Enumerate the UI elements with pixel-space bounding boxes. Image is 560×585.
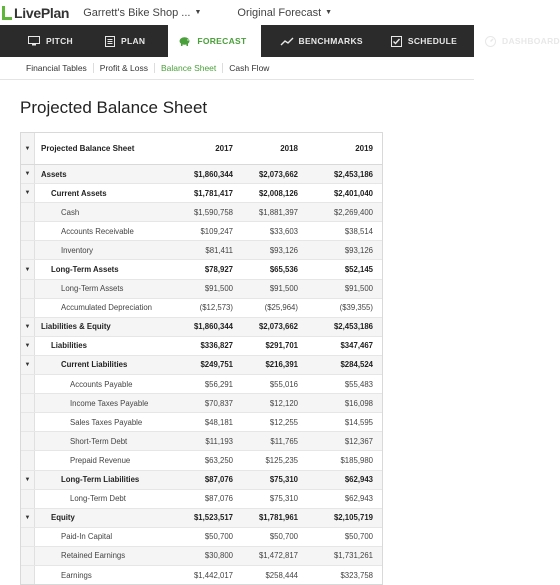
row-label: Liabilities & Equity [41, 322, 111, 332]
row-label: Equity [51, 513, 75, 523]
table-row [21, 222, 382, 241]
row-toggle-empty [21, 566, 35, 584]
row-value: $87,076 [204, 475, 233, 485]
nav-forecast[interactable] [168, 25, 260, 57]
header-label: Projected Balance Sheet [41, 144, 135, 153]
caret-down-icon: ▼ [24, 476, 31, 483]
row-toggle-empty [21, 394, 35, 412]
table-row [21, 451, 382, 470]
row-value: $16,098 [344, 398, 373, 408]
collapse-all-toggle[interactable] [21, 133, 35, 164]
chevron-down-icon: ▼ [325, 9, 333, 16]
row-value: $50,700 [344, 532, 373, 542]
row-value: $55,483 [344, 379, 373, 389]
row-toggle-empty [21, 432, 35, 450]
checkbox-icon [391, 36, 402, 47]
row-value: $249,751 [200, 360, 233, 370]
row-value: $258,444 [265, 570, 298, 580]
row-label: Prepaid Revenue [70, 455, 131, 465]
main-nav [0, 25, 560, 57]
row-value: $91,500 [269, 284, 298, 294]
row-value: $323,758 [340, 570, 373, 580]
row-label: Income Taxes Payable [70, 398, 149, 408]
row-value: ($39,355) [339, 303, 373, 313]
tab-financial-tables[interactable]: Financial Tables [20, 63, 94, 73]
caret-down-icon: ▼ [24, 171, 31, 178]
row-toggle-empty [21, 241, 35, 259]
row-value: $1,881,397 [258, 207, 298, 217]
header-year-2018: 2018 [280, 144, 298, 153]
row-value: $93,126 [344, 245, 373, 255]
row-toggle[interactable] [21, 471, 35, 489]
forecast-name: Original Forecast [237, 6, 322, 19]
row-value: $2,453,186 [333, 169, 373, 179]
top-bar [0, 0, 474, 25]
row-value: $1,523,517 [193, 513, 233, 523]
nav-pitch-label: PITCH [46, 36, 73, 46]
row-value: $125,235 [265, 455, 298, 465]
header-year-2017: 2017 [215, 144, 233, 153]
row-value: $62,943 [344, 494, 373, 504]
row-label: Current Assets [51, 188, 107, 198]
row-toggle-empty [21, 547, 35, 565]
nav-dashboard[interactable] [471, 25, 560, 57]
table-row [21, 184, 382, 203]
row-value: ($12,573) [199, 303, 233, 313]
row-toggle[interactable] [21, 260, 35, 278]
table-row [21, 241, 382, 260]
row-value: $55,016 [269, 379, 298, 389]
row-value: $1,442,017 [193, 570, 233, 580]
row-value: $2,269,400 [333, 207, 373, 217]
row-value: $109,247 [200, 226, 233, 236]
row-label: Long-Term Liabilities [61, 475, 140, 485]
row-toggle-empty [21, 490, 35, 508]
row-value: $70,837 [204, 398, 233, 408]
row-value: $336,827 [200, 341, 233, 351]
table-row [21, 547, 382, 566]
caret-down-icon: ▼ [24, 190, 31, 197]
chevron-down-icon: ▼ [194, 9, 202, 16]
table-row [21, 490, 382, 509]
row-value: $75,310 [269, 475, 298, 485]
row-value: $11,765 [270, 436, 298, 446]
row-value: $93,126 [269, 245, 298, 255]
logo-mark-icon [2, 6, 12, 20]
table-row [21, 528, 382, 547]
row-label: Liabilities [51, 341, 87, 351]
table-row [21, 413, 382, 432]
caret-down-icon: ▼ [24, 514, 31, 521]
row-value: $185,980 [340, 455, 373, 465]
row-value: $347,467 [340, 341, 373, 351]
liveplan-logo[interactable] [2, 5, 69, 21]
row-toggle-empty [21, 528, 35, 546]
row-value: $65,536 [269, 265, 298, 275]
row-value: $14,595 [344, 417, 373, 427]
row-label: Long-Term Assets [61, 284, 124, 294]
row-toggle[interactable] [21, 356, 35, 374]
row-label: Accounts Receivable [61, 226, 134, 236]
row-label: Assets [41, 169, 67, 179]
nav-pitch[interactable] [0, 25, 87, 57]
row-value: $1,472,817 [258, 551, 298, 561]
row-value: $63,250 [204, 455, 233, 465]
nav-plan[interactable] [87, 25, 161, 57]
row-value: $38,514 [344, 226, 373, 236]
row-label: Short-Term Debt [70, 436, 128, 446]
row-toggle-empty [21, 299, 35, 317]
tab-profit-loss[interactable]: Profit & Loss [94, 63, 155, 73]
row-value: $1,781,417 [193, 188, 233, 198]
tab-cash-flow[interactable]: Cash Flow [229, 63, 270, 73]
table-row [21, 203, 382, 222]
table-header [21, 133, 382, 165]
row-label: Sales Taxes Payable [70, 417, 143, 427]
row-value: $30,800 [204, 551, 233, 561]
row-toggle-empty [21, 413, 35, 431]
forecast-selector[interactable] [237, 7, 332, 19]
table-row [21, 509, 382, 528]
row-value: ($25,964) [264, 303, 298, 313]
page-title: Projected Balance Sheet [20, 98, 208, 117]
caret-down-icon: ▼ [24, 266, 31, 273]
table-row [21, 356, 382, 375]
nav-benchmarks-label: BENCHMARKS [298, 36, 363, 46]
table-row [21, 318, 382, 337]
monitor-icon [28, 36, 40, 46]
row-value: $1,860,344 [193, 322, 233, 332]
plan-name: Garrett's Bike Shop ... [83, 6, 191, 19]
row-value: $1,590,758 [193, 207, 233, 217]
row-value: $12,255 [269, 417, 298, 427]
row-value: $11,193 [205, 436, 233, 446]
row-label: Retained Earnings [61, 551, 126, 561]
nav-schedule[interactable] [377, 25, 471, 57]
row-value: $48,181 [204, 417, 233, 427]
table-row [21, 280, 382, 299]
document-icon [105, 36, 115, 47]
row-value: $50,700 [269, 532, 298, 542]
row-value: $1,731,261 [333, 551, 373, 561]
plan-selector[interactable] [83, 7, 201, 19]
row-value: $2,073,662 [258, 322, 298, 332]
row-label: Accumulated Depreciation [61, 303, 153, 313]
row-toggle-empty [21, 280, 35, 298]
row-value: $33,603 [269, 226, 298, 236]
nav-plan-label: PLAN [121, 36, 146, 46]
row-toggle[interactable] [21, 318, 35, 336]
row-toggle[interactable] [21, 184, 35, 202]
sub-nav [0, 57, 474, 80]
table-row [21, 394, 382, 413]
table-row [21, 432, 382, 451]
row-label: Inventory [61, 245, 94, 255]
row-value: $78,927 [204, 265, 233, 275]
row-value: $2,008,126 [258, 188, 298, 198]
row-label: Earnings [61, 570, 92, 580]
row-toggle[interactable] [21, 509, 35, 527]
row-value: $87,076 [204, 494, 233, 504]
table-row [21, 337, 382, 356]
row-value: $2,401,040 [333, 188, 373, 198]
row-value: $81,411 [205, 245, 233, 255]
row-value: $91,500 [344, 284, 373, 294]
row-value: $2,453,186 [333, 322, 373, 332]
gauge-icon [485, 36, 496, 47]
row-value: $52,145 [344, 265, 373, 275]
row-value: $12,367 [344, 436, 373, 446]
row-value: $1,781,961 [258, 513, 298, 523]
row-value: $62,943 [344, 475, 373, 485]
row-value: $1,860,344 [193, 169, 233, 179]
trend-icon [281, 37, 293, 46]
nav-forecast-label: FORECAST [197, 36, 247, 46]
piggy-bank-icon [178, 36, 191, 46]
row-toggle-empty [21, 203, 35, 221]
table-row [21, 375, 382, 394]
row-toggle[interactable] [21, 165, 35, 183]
row-label: Cash [61, 207, 80, 217]
row-value: $216,391 [265, 360, 298, 370]
row-value: $56,291 [204, 379, 233, 389]
header-year-2019: 2019 [355, 144, 373, 153]
row-value: $50,700 [204, 532, 233, 542]
row-label: Long-Term Assets [51, 265, 119, 275]
table-row [21, 260, 382, 279]
row-toggle-empty [21, 375, 35, 393]
row-label: Accounts Payable [70, 379, 133, 389]
caret-down-icon: ▼ [24, 361, 31, 368]
row-label: Paid-In Capital [61, 532, 113, 542]
logo-text: LivePlan [14, 4, 70, 21]
nav-schedule-label: SCHEDULE [407, 36, 458, 46]
nav-dashboard-label: DASHBOARD [502, 36, 560, 46]
row-value: $291,701 [265, 341, 298, 351]
row-value: $2,105,719 [333, 513, 373, 523]
row-label: Current Liabilities [61, 360, 128, 370]
row-toggle-empty [21, 222, 35, 240]
nav-benchmarks[interactable] [261, 25, 377, 57]
row-value: $12,120 [269, 398, 298, 408]
row-value: $75,310 [269, 494, 298, 504]
caret-down-icon: ▼ [24, 342, 31, 349]
row-toggle-empty [21, 451, 35, 469]
row-label: Long-Term Debt [70, 494, 126, 504]
table-row [21, 165, 382, 184]
caret-down-icon: ▼ [24, 323, 31, 330]
tab-balance-sheet[interactable]: Balance Sheet [155, 63, 223, 73]
row-value: $91,500 [204, 284, 233, 294]
table-row [21, 299, 382, 318]
caret-down-icon: ▼ [24, 145, 31, 152]
row-toggle[interactable] [21, 337, 35, 355]
row-value: $284,524 [340, 360, 373, 370]
row-value: $2,073,662 [258, 169, 298, 179]
table-row [21, 471, 382, 490]
balance-sheet-table [20, 132, 383, 585]
table-row [21, 566, 382, 584]
